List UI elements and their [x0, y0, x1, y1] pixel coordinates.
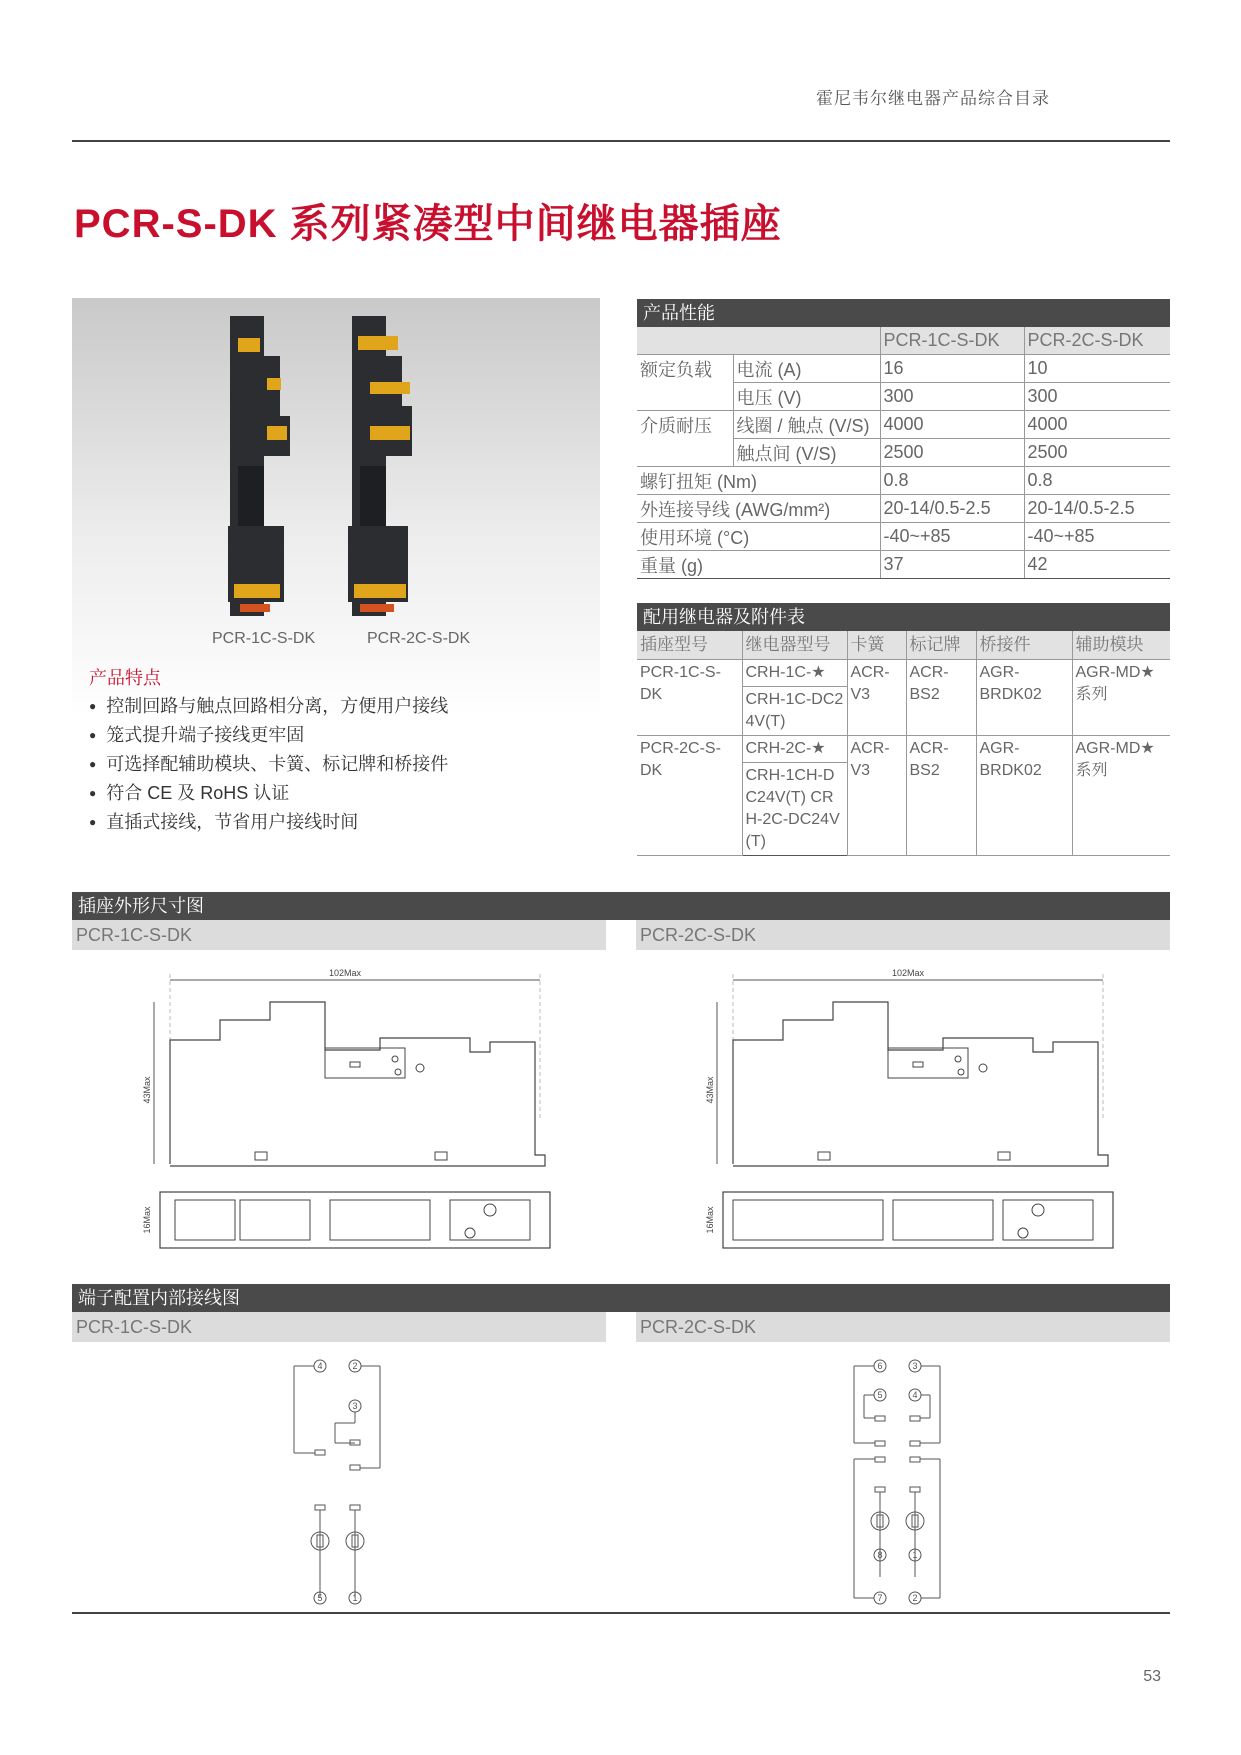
relay-model: CRH-1C-★: [742, 660, 847, 687]
row-param: 电压 (V): [733, 383, 880, 411]
row-param: 电流 (A): [733, 355, 880, 383]
cell-value: 2500: [880, 439, 1024, 467]
height-dimension: 43Max: [705, 1076, 715, 1104]
clip-model: ACR-V3: [847, 736, 906, 856]
terminal-label: 2: [912, 1593, 918, 1603]
depth-dimension: 16Max: [142, 1206, 152, 1234]
cell-value: -40~+85: [880, 523, 1024, 551]
feature-item: ● 符合 CE 及 RoHS 认证: [89, 779, 448, 808]
row-param: 触点间 (V/S): [733, 439, 880, 467]
cell-value: 4000: [1024, 411, 1170, 439]
feature-item: ● 直插式接线，节省用户接线时间: [89, 808, 448, 837]
row-param: 线圈 / 触点 (V/S): [733, 411, 880, 439]
row-label: 外连接导线 (AWG/mm²): [637, 495, 880, 523]
terminal-label: 5: [877, 1390, 883, 1400]
terminal-label: 3: [912, 1361, 918, 1371]
row-group-label: 额定负载: [640, 359, 712, 380]
bridge-model: AGR-BRDK02: [976, 660, 1072, 736]
row-group-label: 介质耐压: [640, 415, 712, 436]
terminal-label: 1: [352, 1593, 358, 1603]
column-header: 辅助模块: [1072, 631, 1170, 660]
photo-label-2c: PCR-2C-S-DK: [367, 630, 471, 647]
footer-rule: [72, 1612, 1170, 1614]
performance-title: 产品性能: [637, 299, 1170, 327]
dimensions-label-2c: PCR-2C-S-DK: [636, 920, 1170, 950]
column-header: PCR-1C-S-DK: [880, 327, 1024, 355]
cell-value: 20-14/0.5-2.5: [880, 495, 1024, 523]
row-group-label: [637, 383, 733, 411]
terminal-label: 8: [877, 1550, 883, 1560]
terminal-label: 4: [317, 1361, 323, 1371]
feature-item: ● 笼式提升端子接线更牢固: [89, 721, 448, 750]
dimension-drawing-2c: [703, 960, 1143, 1280]
wiring-label-1c: PCR-1C-S-DK: [72, 1312, 606, 1342]
marker-model: ACR-BS2: [906, 736, 976, 856]
marker-model: ACR-BS2: [906, 660, 976, 736]
relay-model: CRH-1C-DC24V(T): [742, 687, 847, 736]
accessories-title: 配用继电器及附件表: [637, 603, 1170, 631]
table-header-blank: [637, 327, 880, 355]
relay-model: CRH-2C-★: [742, 736, 847, 763]
relay-image-2c: [342, 316, 422, 616]
dimensions-label-1c: PCR-1C-S-DK: [72, 920, 606, 950]
column-header: 桥接件: [976, 631, 1072, 660]
feature-item: ● 控制回路与触点回路相分离，方便用户接线: [89, 692, 448, 721]
cell-value: 0.8: [880, 467, 1024, 495]
cell-value: 4000: [880, 411, 1024, 439]
features-title: 产品特点: [89, 668, 161, 688]
performance-table: [637, 327, 1170, 579]
cell-value: 10: [1024, 355, 1170, 383]
accessories-table: [637, 631, 1170, 856]
bridge-model: AGR-BRDK02: [976, 736, 1072, 856]
relay-image-1c: [220, 316, 300, 616]
column-header: 卡簧: [847, 631, 906, 660]
socket-model: PCR-1C-S-DK: [637, 660, 742, 736]
terminal-label: 3: [352, 1401, 358, 1411]
row-label: 螺钉扭矩 (Nm): [637, 467, 880, 495]
column-header: 标记牌: [906, 631, 976, 660]
row-group-label: [637, 439, 733, 467]
cell-value: 2500: [1024, 439, 1170, 467]
terminal-label: 5: [317, 1593, 323, 1603]
depth-dimension: 16Max: [705, 1206, 715, 1234]
cell-value: -40~+85: [1024, 523, 1170, 551]
terminal-label: 4: [912, 1390, 918, 1400]
photo-label-1c: PCR-1C-S-DK: [212, 630, 316, 647]
feature-item: ● 可选择配辅助模块、卡簧、标记牌和桥接件: [89, 750, 448, 779]
product-photo-panel: [72, 298, 600, 718]
features-list: [89, 692, 448, 837]
socket-model: PCR-2C-S-DK: [637, 736, 742, 856]
terminal-label: 1: [912, 1550, 918, 1560]
row-label: 使用环境 (°C): [637, 523, 880, 551]
width-dimension: 102Max: [891, 968, 925, 978]
width-dimension: 102Max: [328, 968, 362, 978]
dimensions-title: 插座外形尺寸图: [72, 892, 1170, 920]
cell-value: 300: [880, 383, 1024, 411]
terminal-label: 2: [352, 1361, 358, 1371]
column-header: 继电器型号: [742, 631, 847, 660]
terminal-label: 6: [877, 1361, 883, 1371]
cell-value: 300: [1024, 383, 1170, 411]
column-header: PCR-2C-S-DK: [1024, 327, 1170, 355]
module-model: AGR-MD★系列: [1072, 660, 1170, 736]
row-label: 重量 (g): [637, 551, 880, 579]
terminal-label: 7: [877, 1593, 883, 1603]
column-header: 插座型号: [637, 631, 742, 660]
cell-value: 16: [880, 355, 1024, 383]
clip-model: ACR-V3: [847, 660, 906, 736]
cell-value: 0.8: [1024, 467, 1170, 495]
wiring-diagram-1c: [280, 1355, 400, 1610]
cell-value: 20-14/0.5-2.5: [1024, 495, 1170, 523]
wiring-label-2c: PCR-2C-S-DK: [636, 1312, 1170, 1342]
height-dimension: 43Max: [142, 1076, 152, 1104]
header-rule: [72, 140, 1170, 142]
page-title: PCR-S-DK 系列紧凑型中间继电器插座: [74, 202, 782, 246]
page-number: 53: [1143, 1668, 1161, 1685]
dimension-drawing-1c: [140, 960, 580, 1280]
cell-value: 37: [880, 551, 1024, 579]
wiring-diagram-2c: [840, 1355, 960, 1610]
cell-value: 42: [1024, 551, 1170, 579]
wiring-title: 端子配置内部接线图: [72, 1284, 1170, 1312]
module-model: AGR-MD★系列: [1072, 736, 1170, 856]
catalog-title: 霍尼韦尔继电器产品综合目录: [816, 89, 1050, 108]
relay-model: CRH-1CH-DC24V(T) CRH-2C-DC24V(T): [742, 763, 847, 856]
